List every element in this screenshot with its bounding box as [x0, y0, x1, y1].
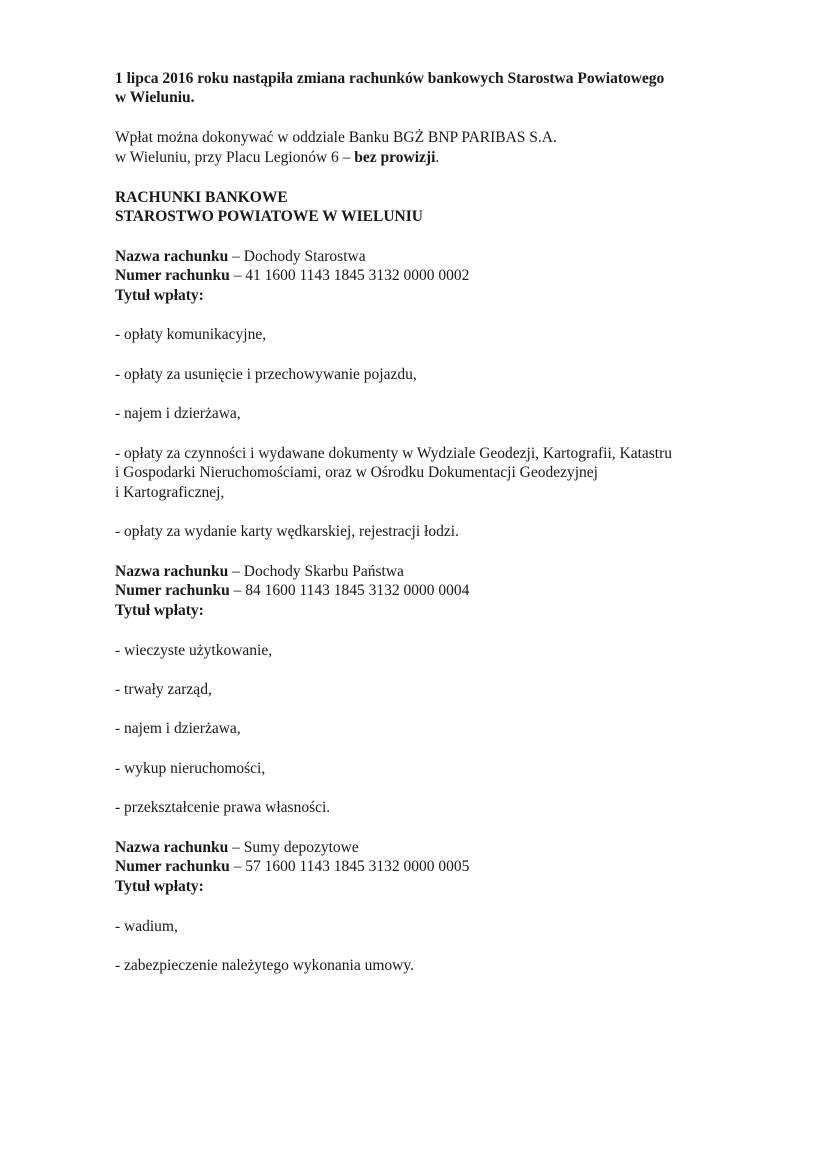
account-number-label: Numer rachunku — [115, 582, 230, 599]
list-item: - trwały zarząd, — [115, 681, 212, 698]
account-number-value: – 57 1600 1143 1845 3132 0000 0005 — [229, 858, 470, 875]
account-2-name — [115, 563, 404, 581]
list-item-continuation: i Kartograficznej, — [115, 484, 225, 501]
list-item: - opłaty za wydanie karty wędkarskiej, rejestracji łodzi. — [115, 523, 459, 540]
account-2-number — [115, 582, 469, 600]
account-number-value: – 41 1600 1143 1845 3132 0000 0002 — [229, 267, 470, 284]
account-number-value: – 84 1600 1143 1845 3132 0000 0004 — [229, 582, 470, 599]
account-name-label: Nazwa rachunku — [115, 248, 229, 265]
account-3-title-label: Tytuł wpłaty: — [115, 878, 204, 895]
account-3-number — [115, 858, 469, 876]
list-item: - zabezpieczenie należytego wykonania umowy. — [115, 957, 414, 974]
account-1-title-label: Tytuł wpłaty: — [115, 287, 204, 304]
list-item: - wadium, — [115, 918, 178, 935]
account-2-title-label: Tytuł wpłaty: — [115, 602, 204, 619]
list-item: - wieczyste użytkowanie, — [115, 642, 273, 659]
list-item: - najem i dzierżawa, — [115, 405, 241, 422]
account-name-value: – Dochody Starostwa — [228, 248, 366, 265]
account-name-label: Nazwa rachunku — [115, 563, 229, 580]
account-1-number — [115, 267, 469, 285]
list-item: - przekształcenie prawa własności. — [115, 799, 331, 816]
account-name-value: – Dochody Skarbu Państwa — [228, 563, 404, 580]
account-3-name — [115, 839, 359, 857]
payment-line-end: . — [435, 149, 440, 166]
payment-info-line-1: Wpłat można dokonywać w oddziale Banku BGŻ BNP PARIBAS S.A. — [115, 129, 557, 146]
list-item: - najem i dzierżawa, — [115, 720, 241, 737]
list-item-continuation: i Gospodarki Nieruchomościami, oraz w Ośrodku Dokumentacji Geodezyjnej — [115, 464, 598, 481]
list-item: - opłaty za usunięcie i przechowywanie pojazdu, — [115, 366, 417, 383]
section-heading-line-2: STAROSTWO POWIATOWE W WIELUNIU — [115, 208, 423, 225]
account-1-name — [115, 248, 366, 266]
section-heading-line-1: RACHUNKI BANKOWE — [115, 189, 288, 206]
no-commission-note: bez prowizji — [354, 149, 436, 166]
account-number-label: Numer rachunku — [115, 267, 230, 284]
payment-info-line-2 — [115, 149, 439, 167]
account-name-label: Nazwa rachunku — [115, 839, 229, 856]
list-item: - wykup nieruchomości, — [115, 760, 266, 777]
payment-location: w Wieluniu, przy Placu Legionów 6 – — [115, 149, 355, 166]
account-name-value: – Sumy depozytowe — [228, 839, 359, 856]
intro-line-1: 1 lipca 2016 roku nastąpiła zmiana rachunków bankowych Starostwa Powiatowego — [115, 70, 665, 87]
list-item: - opłaty komunikacyjne, — [115, 326, 267, 343]
intro-line-2: w Wieluniu. — [115, 89, 195, 106]
list-item: - opłaty za czynności i wydawane dokumenty w Wydziale Geodezji, Kartografii, Katastru — [115, 445, 673, 462]
account-number-label: Numer rachunku — [115, 858, 230, 875]
